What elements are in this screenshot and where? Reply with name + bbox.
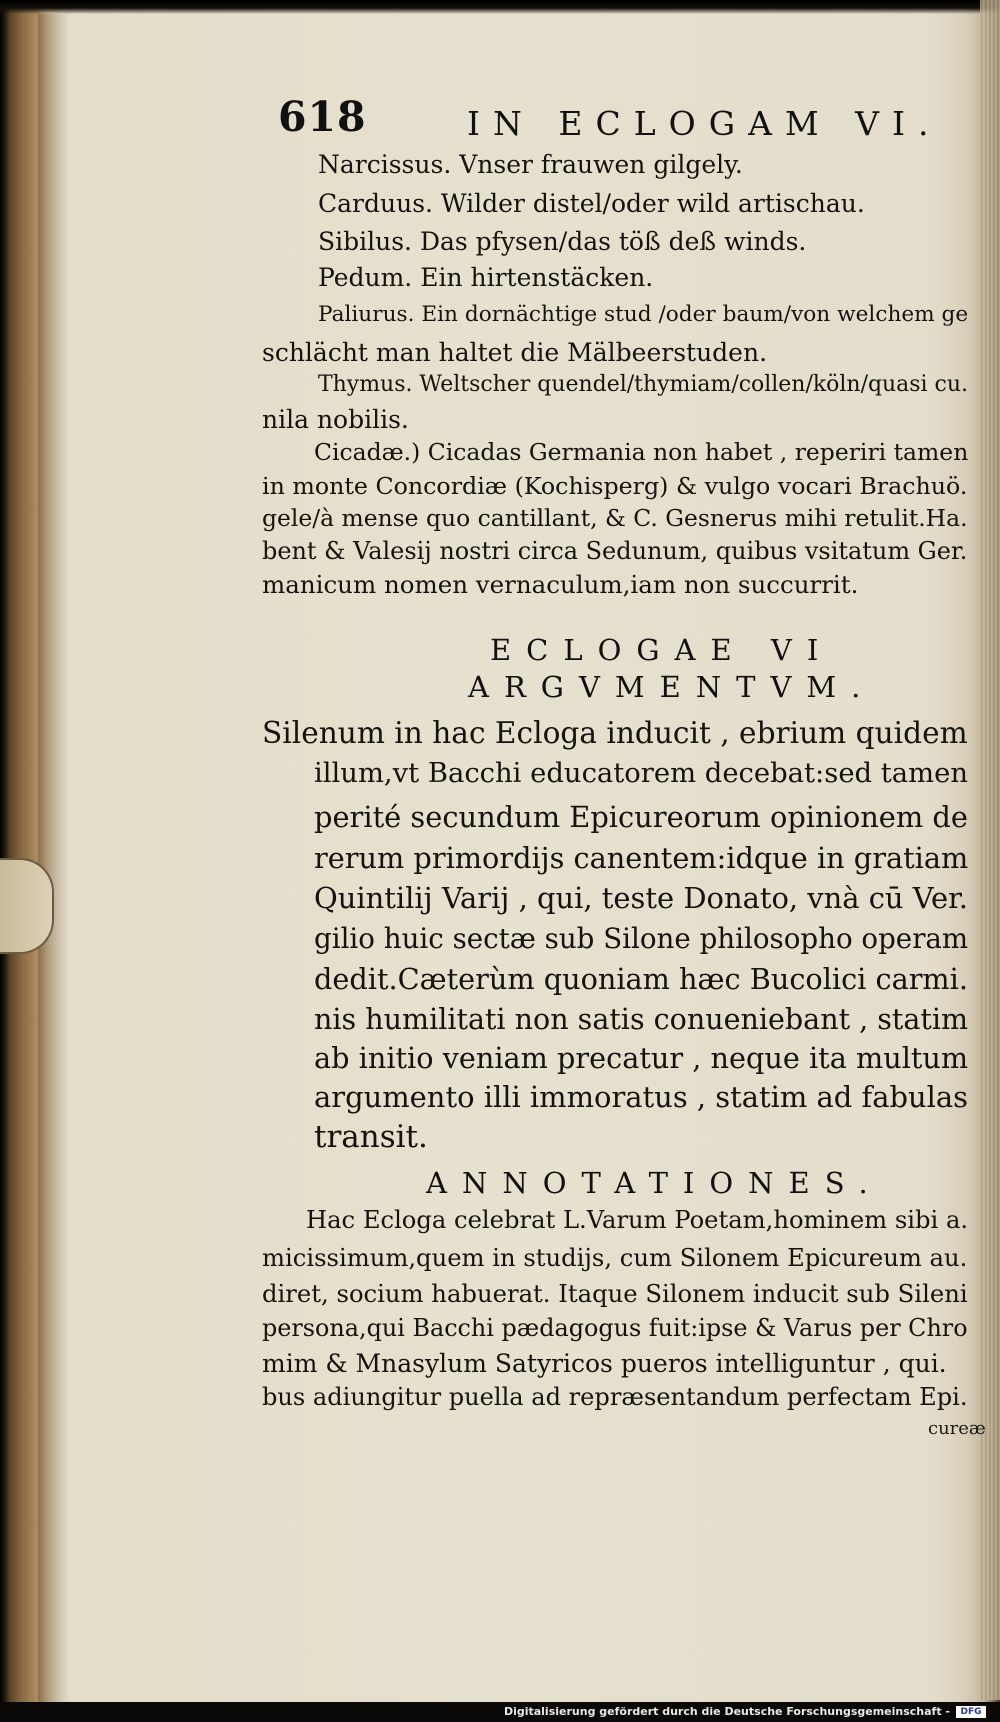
glossary-line: Narcissus. Vnser frauwen gilgely. (318, 150, 743, 179)
annotation-line: persona,qui Bacchi pædagogus fuit:ipse & Varus per Chro (262, 1314, 968, 1342)
glossary-line: Pedum. Ein hirtenstäcken. (318, 263, 654, 292)
argument-line: Quintilij Varij , qui, teste Donato, vnà cū Ver. (314, 881, 968, 915)
argument-line: dedit.Cæterùm quoniam hæc Bucolici carmi. (314, 962, 968, 996)
gutter-shadow (38, 14, 68, 1704)
page-marker-tab (0, 858, 54, 954)
digitization-credit: Digitalisierung gefördert durch die Deutsche Forschungsgemeinschaft - (503, 1705, 950, 1718)
argument-line: ab initio veniam precatur , neque ita multum (314, 1041, 969, 1075)
argument-line: Silenum in hac Ecloga inducit , ebrium quidem (262, 716, 968, 750)
annotation-line: diret, socium habuerat. Itaque Silonem inducit sub Sileni (262, 1279, 968, 1308)
glossary-line: Carduus. Wilder distel/oder wild artischau. (318, 189, 865, 218)
glossary-line: Sibilus. Das pfysen/das töß deß winds. (318, 227, 807, 256)
note-line: in monte Concordiæ (Kochisperg) & vulgo vocari Brachuö. (262, 472, 968, 500)
annotation-line: mim & Mnasylum Satyricos pueros intelliguntur , qui. (262, 1349, 947, 1378)
argument-line: transit. (314, 1119, 428, 1155)
note-line: Cicadæ.) Cicadas Germania non habet , reperiri tamen (314, 438, 969, 466)
scan-top-edge (0, 0, 1000, 14)
note-line: bent & Valesij nostri circa Sedunum, quibus vsitatum Ger. (262, 537, 968, 565)
dfg-logo-badge: DFG (956, 1706, 986, 1718)
annotationes-heading: ANNOTATIONES. (426, 1166, 883, 1200)
argument-line: gilio huic sectæ sub Silone philosopho operam (314, 922, 969, 955)
note-line: manicum nomen vernaculum,iam non succurrit. (262, 570, 859, 599)
glossary-line: Thymus. Weltscher quendel/thymiam/collen/köln/quasi cu. (318, 372, 968, 397)
section-heading: ARGVMENTVM. (468, 670, 876, 704)
annotation-line: micissimum,quem in studijs, cum Silonem Epicureum au. (262, 1243, 968, 1272)
glossary-line: Paliurus. Ein dornächtige stud /oder baum/von welchem ge (318, 302, 969, 327)
page-number: 618 (278, 93, 367, 141)
argument-line: illum,vt Bacchi educatorem decebat:sed tamen (314, 758, 969, 789)
annotation-line: Hac Ecloga celebrat L.Varum Poetam,hominem sibi a. (306, 1206, 969, 1234)
note-line: gele/à mense quo cantillant, & C. Gesnerus mihi retulit.Ha. (262, 504, 968, 532)
annotation-line: bus adiungitur puella ad repræsentandum perfectam Epi. (262, 1383, 968, 1411)
catchword: cureæ (928, 1418, 986, 1439)
argument-line: nis humilitati non satis conueniebant , statim (314, 1002, 969, 1036)
page-edge-right (980, 0, 1000, 1700)
argument-line: argumento illi immoratus , statim ad fabulas (314, 1080, 968, 1114)
argument-line: rerum primordijs canentem:idque in gratiam (314, 841, 969, 875)
glossary-line: schlächt man haltet die Mälbeerstuden. (262, 338, 768, 367)
section-heading: ECLOGAE VI (490, 633, 834, 667)
argument-line: perité secundum Epicureorum opinionem de (314, 800, 968, 834)
running-title: IN ECLOGAM VI. (467, 104, 942, 143)
glossary-line: nila nobilis. (262, 405, 409, 434)
